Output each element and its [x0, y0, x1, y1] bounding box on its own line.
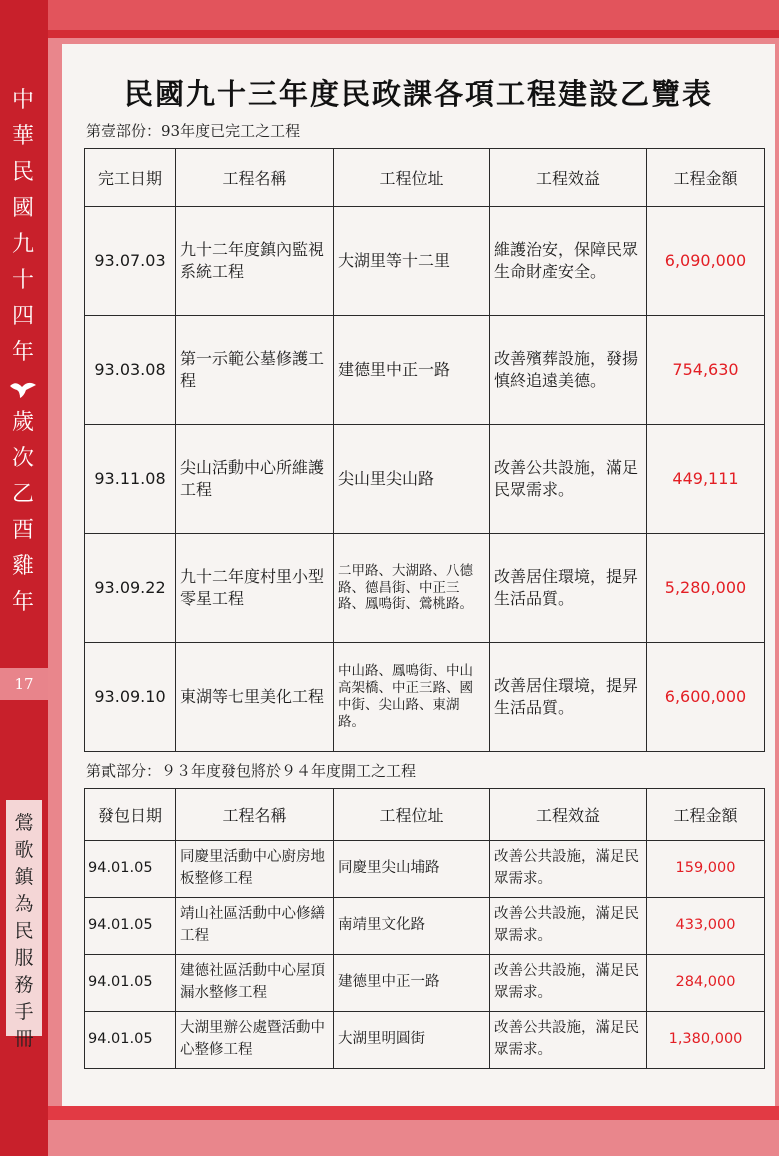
- header-cell: 工程效益: [490, 149, 647, 207]
- vertical-char: 年: [11, 340, 34, 365]
- table-row: [85, 316, 765, 425]
- location-cell: 大湖里等十二里: [334, 207, 490, 316]
- vertical-char: 次: [11, 446, 34, 471]
- amount-cell: 6,600,000: [647, 643, 765, 752]
- vertical-char: 年: [11, 590, 34, 615]
- book-title-char: 務: [14, 974, 34, 996]
- location-cell: 建德里中正一路: [334, 955, 490, 1012]
- date-cell: 94.01.05: [85, 841, 176, 898]
- red-bar: [48, 30, 779, 38]
- vertical-char: 九: [11, 232, 34, 257]
- book-title-char: 冊: [14, 1028, 34, 1050]
- vertical-char: 歲: [11, 410, 34, 435]
- benefit-cell: 改善公共設施，滿足民眾需求。: [490, 1012, 647, 1069]
- benefit-cell: 改善公共設施，滿足民眾需求。: [490, 841, 647, 898]
- book-title-vertical: [6, 800, 42, 1050]
- page-title: 民國九十三年度民政課各項工程建設乙覽表: [123, 77, 713, 111]
- section2-label: 第貳部分：９３年度發包將於９４年度開工之工程: [86, 762, 417, 780]
- location-cell: 建德里中正一路: [334, 316, 490, 425]
- amount-cell: 159,000: [647, 841, 765, 898]
- table-header-row: [85, 789, 765, 841]
- date-cell: 93.03.08: [85, 316, 176, 425]
- vertical-char: 華: [11, 124, 34, 149]
- table-row: [85, 955, 765, 1012]
- top-band: [0, 0, 779, 30]
- table-row: [85, 841, 765, 898]
- vertical-char: 雞: [11, 554, 34, 579]
- name-cell: 大湖里辦公處暨活動中心整修工程: [176, 1012, 334, 1069]
- book-title-char: 服: [14, 947, 34, 969]
- name-cell: 九十二年度村里小型零星工程: [176, 534, 334, 643]
- amount-cell: 1,380,000: [647, 1012, 765, 1069]
- name-cell: 同慶里活動中心廚房地板整修工程: [176, 841, 334, 898]
- benefit-cell: 改善殯葬設施，發揚慎終追遠美德。: [490, 316, 647, 425]
- header-cell: 工程金額: [647, 149, 765, 207]
- date-cell: 94.01.05: [85, 1012, 176, 1069]
- name-cell: 九十二年度鎮內監視系統工程: [176, 207, 334, 316]
- amount-cell: 433,000: [647, 898, 765, 955]
- vertical-char: 十: [11, 268, 34, 293]
- header-cell: 工程位址: [334, 149, 490, 207]
- vertical-char: 民: [11, 160, 34, 185]
- date-cell: 93.11.08: [85, 425, 176, 534]
- table-header-row: [85, 149, 765, 207]
- amount-cell: 284,000: [647, 955, 765, 1012]
- date-cell: 93.09.22: [85, 534, 176, 643]
- benefit-cell: 改善居住環境，提昇生活品質。: [490, 534, 647, 643]
- date-cell: 93.07.03: [85, 207, 176, 316]
- vertical-year-text: [6, 90, 40, 628]
- bird-icon: [8, 378, 38, 412]
- header-cell: 完工日期: [85, 149, 176, 207]
- location-cell: 同慶里尖山埔路: [334, 841, 490, 898]
- header-cell: 工程位址: [334, 789, 490, 841]
- header-cell: 工程名稱: [176, 789, 334, 841]
- bottom-band: [48, 1106, 779, 1120]
- book-title-char: 鶯: [14, 812, 34, 834]
- book-title-char: 歌: [14, 839, 34, 861]
- contracted-projects-table: [84, 788, 765, 1069]
- book-title-char: 手: [14, 1001, 34, 1023]
- vertical-char: 中: [11, 88, 34, 113]
- book-title-char: 鎮: [14, 866, 34, 888]
- header-cell: 發包日期: [85, 789, 176, 841]
- benefit-cell: 維護治安，保障民眾生命財產安全。: [490, 207, 647, 316]
- date-cell: 94.01.05: [85, 955, 176, 1012]
- amount-cell: 754,630: [647, 316, 765, 425]
- vertical-char: 國: [11, 196, 34, 221]
- table-row: [85, 1012, 765, 1069]
- benefit-cell: 改善公共設施，滿足民眾需求。: [490, 898, 647, 955]
- benefit-cell: 改善居住環境，提昇生活品質。: [490, 643, 647, 752]
- name-cell: 靖山社區活動中心修繕工程: [176, 898, 334, 955]
- amount-cell: 5,280,000: [647, 534, 765, 643]
- table-row: [85, 425, 765, 534]
- location-cell: 南靖里文化路: [334, 898, 490, 955]
- header-cell: 工程名稱: [176, 149, 334, 207]
- book-title-char: 為: [14, 893, 34, 915]
- table-row: [85, 207, 765, 316]
- table-row: [85, 643, 765, 752]
- location-cell: 尖山里尖山路: [334, 425, 490, 534]
- vertical-char: 四: [11, 304, 34, 329]
- name-cell: 建德社區活動中心屋頂漏水整修工程: [176, 955, 334, 1012]
- location-cell: 中山路、鳳鳴街、中山高架橋、中正三路、國中街、尖山路、東湖路。: [334, 643, 490, 752]
- benefit-cell: 改善公共設施，滿足民眾需求。: [490, 955, 647, 1012]
- date-cell: 93.09.10: [85, 643, 176, 752]
- header-cell: 工程金額: [647, 789, 765, 841]
- location-cell: 大湖里明圓街: [334, 1012, 490, 1069]
- vertical-char: 乙: [11, 482, 34, 507]
- completed-projects-table: [84, 148, 765, 752]
- name-cell: 東湖等七里美化工程: [176, 643, 334, 752]
- table-row: [85, 534, 765, 643]
- page-number: 17: [0, 668, 48, 700]
- table-row: [85, 898, 765, 955]
- section1-label: 第壹部份：93年度已完工之工程: [86, 122, 301, 140]
- location-cell: 二甲路、大湖路、八德路、德昌街、中正三路、鳳鳴街、鶯桃路。: [334, 534, 490, 643]
- name-cell: 第一示範公墓修護工程: [176, 316, 334, 425]
- name-cell: 尖山活動中心所維護工程: [176, 425, 334, 534]
- header-cell: 工程效益: [490, 789, 647, 841]
- book-title-char: 民: [14, 920, 34, 942]
- amount-cell: 6,090,000: [647, 207, 765, 316]
- vertical-char: 酉: [11, 518, 34, 543]
- date-cell: 94.01.05: [85, 898, 176, 955]
- benefit-cell: 改善公共設施，滿足民眾需求。: [490, 425, 647, 534]
- amount-cell: 449,111: [647, 425, 765, 534]
